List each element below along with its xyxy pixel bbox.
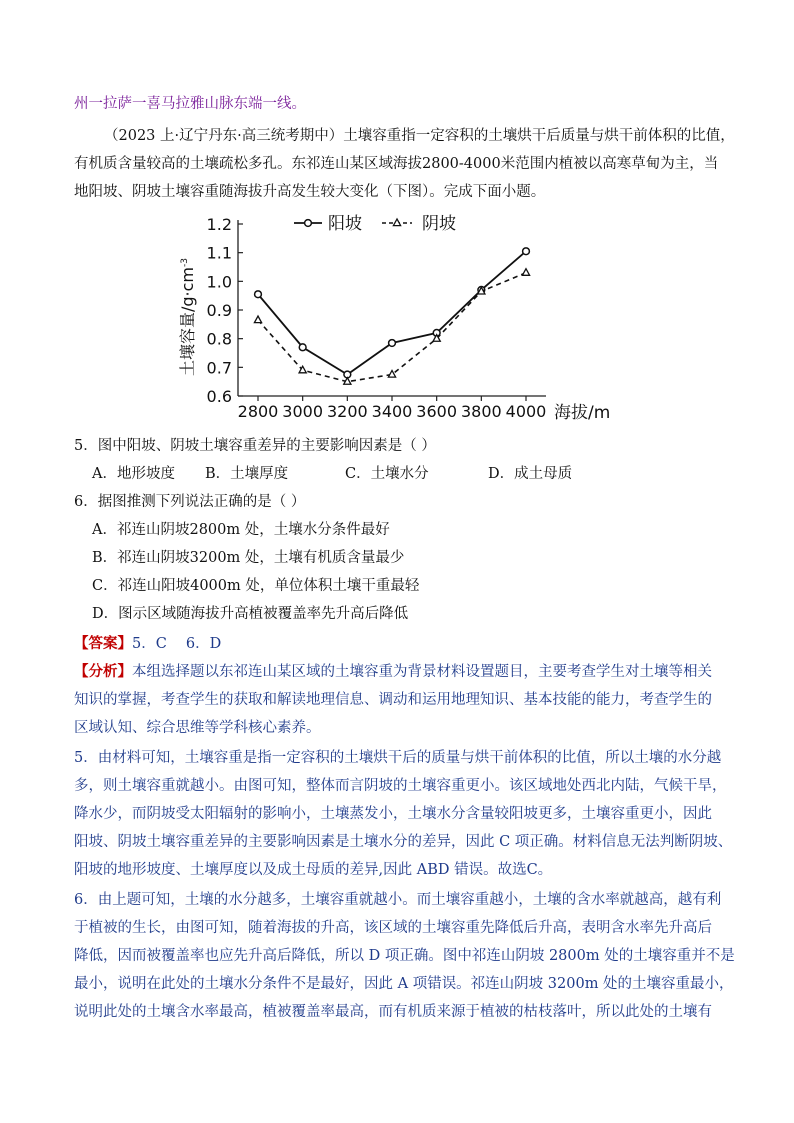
explain6-line-2: 于植被的生长，由图可知，随着海拔的升高，该区域的土壤容重先降低后升高，表明含水率先升高后 [74, 920, 712, 936]
explain5-line-4: 阳坡、阴坡土壤容重差异的主要影响因素是土壤水分的差异，因此 C 项正确。材料信息无法判断阴坡、 [74, 834, 733, 850]
x-tick-label: 2800 [237, 402, 279, 421]
data-point-sunny [389, 340, 396, 347]
analysis-line-1 [74, 662, 734, 682]
q6-option-c: C．祁连山阳坡4000m 处，单位体积土壤干重最轻 [92, 578, 420, 594]
x-tick-label: 4000 [505, 402, 547, 421]
legend-marker-shady [393, 219, 400, 226]
series-line-sunny-slope [258, 251, 526, 374]
y-tick-label: 1.1 [206, 243, 232, 263]
y-tick-label: 0.9 [206, 301, 232, 320]
q6-option-b: B．祁连山阴坡3200m 处，土壤有机质含量最少 [92, 550, 405, 566]
q5-option-b: B．土壤厚度 [205, 466, 289, 482]
explain6-line-5: 说明此处的土壤含水率最高，植被覆盖率最高，而有机质来源于植被的枯枝落叶，所以此处的土壤有 [74, 1004, 712, 1020]
answer-line [74, 634, 734, 654]
soil-bulk-density-chart [176, 208, 616, 428]
series-line-shady-slope [258, 273, 526, 382]
y-axis-label: 土壤容量$/g\cdot cm^{-3}$ [178, 257, 197, 376]
y-tick-label: 1.2 [206, 215, 232, 234]
data-point-shady [344, 378, 351, 385]
explain6-line-4: 最小，说明在此处的土壤水分条件不是最好，因此 A 项错误。祁连山阴坡 3200m 处的土壤容重最小， [74, 976, 734, 992]
legend-label-shady: 阴坡 [422, 214, 456, 234]
analysis-line-3: 区域认知、综合思维等学科核心素养。 [74, 720, 321, 736]
data-point-sunny [299, 344, 306, 351]
explain5-line-1: 5．由材料可知，土壤容重是指一定容积的土壤烘干后的质量与烘干前体积的比值，所以土壤的水分越 [74, 750, 722, 766]
x-axis-label: 海拔/m [554, 403, 611, 423]
y-tick-label: 0.6 [206, 387, 232, 406]
q5-option-d: D．成土母质 [488, 466, 573, 482]
legend-marker-sunny [305, 220, 312, 227]
continued-text: 州一拉萨一喜马拉雅山脉东端一线。 [74, 96, 306, 112]
analysis-text-1: 本组选择题以东祁连山某区域的土壤容重为背景材料设置题目，主要考查学生对土壤等相关 [132, 664, 712, 680]
y-tick-label: 0.7 [206, 358, 232, 378]
x-tick-label: 3800 [460, 402, 502, 421]
data-point-shady [522, 269, 529, 276]
data-point-sunny [523, 248, 530, 255]
q6-option-d: D．图示区域随海拔升高植被覆盖率先升高后降低 [92, 606, 409, 622]
explain5-line-3: 降水少，而阴坡受太阳辐射的影响小，土壤蒸发小，土壤水分含量较阳坡更多，土壤容重更小，因此 [74, 806, 712, 822]
q6-option-a: A．祁连山阴坡2800m 处，土壤水分条件最好 [92, 522, 390, 538]
intro-line-3: 地阳坡、阴坡土壤容重随海拔升高发生较大变化（下图）。完成下面小题。 [74, 184, 546, 200]
intro-line-1: （2023 上·辽宁丹东·高三统考期中）土壤容重指一定容积的土壤烘干后质量与烘干前体积的比值， [104, 128, 735, 144]
q5-option-c: C．土壤水分 [345, 466, 429, 482]
explain6-line-1: 6．由上题可知，土壤的水分越多，土壤容重就越小。而土壤容重越小，土壤的含水率就越高，越有利 [74, 892, 722, 908]
x-tick-label: 3200 [326, 402, 368, 421]
q5-option-a: A．地形坡度 [92, 466, 175, 482]
explain5-line-5: 阳坡的地形坡度、土壤厚度以及成土母质的差异,因此 ABD 错误。故选C。 [74, 862, 553, 878]
question-6-stem: 6．据图推测下列说法正确的是（ ） [74, 494, 306, 510]
data-point-sunny [255, 291, 262, 298]
y-tick-label: 1.0 [206, 272, 232, 292]
x-tick-label: 3400 [371, 402, 413, 421]
explain5-line-2: 多，则土壤容重就越小。由图可知，整体而言阴坡的土壤容重更小。该区域地处西北内陆，气候干旱， [74, 778, 727, 794]
x-tick-label: 3600 [416, 402, 458, 421]
answer-tag: 【答案】 [74, 635, 132, 652]
legend-label-sunny: 阳坡 [328, 214, 362, 234]
explain6-line-3: 降低，因而被覆盖率也应先升高后降低，所以 D 项正确。图中祁连山阴坡 2800m 处的土壤容重并不是 [74, 948, 735, 964]
analysis-tag: 【分析】 [74, 663, 132, 680]
answer-text: 5．C 6．D [132, 636, 222, 652]
intro-line-2: 有机质含量较高的土壤疏松多孔。东祁连山某区域海拔2800-4000米范围内植被以高寒草甸为主，当 [74, 156, 719, 172]
question-5-stem: 5．图中阳坡、阴坡土壤容重差异的主要影响因素是（ ） [74, 438, 436, 454]
x-tick-label: 3000 [282, 402, 324, 421]
y-axis-label-superscript: -3 [180, 257, 190, 267]
data-point-shady [254, 316, 261, 323]
analysis-line-2: 知识的掌握，考查学生的获取和解读地理信息、调动和运用地理知识、基本技能的能力，考查学生的 [74, 692, 712, 708]
y-tick-label: 0.8 [206, 329, 232, 349]
